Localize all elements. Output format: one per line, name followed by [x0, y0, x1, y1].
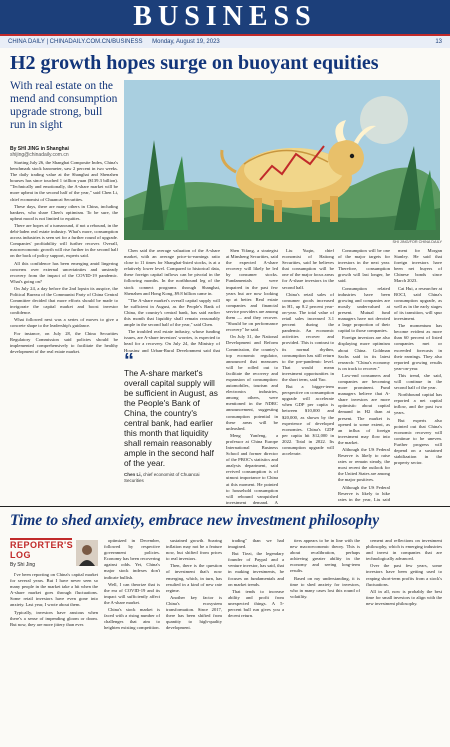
paragraph: Typically, investors have anxious when there's a sense of impending gloom or doom. But now, they are more jittery than ever. [10, 609, 98, 627]
pull-quote [124, 350, 220, 484]
quote-mark-icon: “ [124, 350, 134, 372]
edition-label: CHINA DAILY | CHINADAILY.COM.CN/BUSINESS [8, 39, 143, 45]
paragraph: Northbound capital has reported a net capital inflow, and the past two years. [394, 392, 442, 416]
second-column-6 [366, 538, 442, 742]
paragraph: Then, there is the question of investment that's now emerging, which, in turn, has resulted in a kind of new rate regime. [166, 563, 222, 593]
attribution-name: Chen Li, [124, 472, 142, 477]
paragraph: What followed next was a series of moves to give a concrete shape to the leadership's guidance. [10, 317, 118, 329]
paragraph: Another key factor is China's ecosystem transformation. Since 2017, there has been shifted from quantity to high-quality development. [166, 594, 222, 631]
paragraph: Chen said the average valuation of the A-share market, with an average price-to-earnings ratio close to 11 times for Shanghai-listed stocks, is at a relatively lower level. Compared to historical data, these foreign capital inflows can be pivotal in the following months. In the northbound leg of the stock connect programs through Shanghai, Shenzhen and Hong Kong, $9.8 billion came in. [124, 248, 220, 296]
paragraph: But a bigger-term perspective on consumption upgrade will accelerate when GDP per capita is between $10,000 and $20,000, as shown by the experience of developed economies. China's GDP per capita hit $12,000 in 2022. Total in 2022. Its consumption upgrade will accelerate. [282, 384, 334, 457]
paragraph: Although the US Federal Reserve is likely to hike rates in the year, Liu said [338, 484, 390, 502]
lead-illustration [124, 80, 440, 240]
paragraph: Cai Hui, a researcher at BOCI, said China's consumption upgrade, as well as in the early stages of its transition, will spur investment. [394, 285, 442, 322]
paragraph: China's retail sales of consumer goods increased in H1, up 8.2 percent year-on-year. The total value of retail sales increased 3.1 percent during the pandemic. An economic activities recover and provided. This is contrast to its normal rhythm, consumption has still return to the pre-pandemic level. That would mean investment opportunities in the short term, said Yao. [282, 291, 334, 382]
second-column-1 [10, 572, 98, 742]
bull-illustration [124, 80, 440, 240]
page-number: 13 [435, 39, 442, 45]
lead-column-5 [338, 248, 390, 504]
lead-deck: With real estate on the mend and consumption upgrade strong, bull run in sight [10, 80, 118, 131]
byline-name: By SHI JING in Shanghai [10, 146, 69, 152]
paragraph: Based on my understanding, it is time to shed anxiety for investors, who in many cases lost this round of volatility. [290, 575, 360, 599]
author-portrait-icon [76, 540, 98, 566]
dateline [0, 36, 450, 48]
lead-column-6 [394, 248, 442, 504]
paragraph: Liu Yuqin, chief economist of Haitong Securities, said he believes that consumption will be one of the major focus areas for A-share investors in the second half. [282, 248, 334, 290]
lead-column-3 [226, 248, 278, 504]
paragraph: Well, I can theorize that is the era of COVID-19 and its impact will sufficiently affect the A-share market. [104, 581, 160, 605]
paragraph: All this confidence has been emerging amid lingering concerns over external uncertainties and unsteady recovery from the impact of the COVID-19 pandemic. What's going on? [10, 260, 118, 284]
paragraph: All in all, now is probably the best time for small investors to align with the new investment philosophy. [366, 588, 442, 606]
secondary-headline: Time to shed anxiety, embrace new investment philosophy [10, 512, 380, 529]
paragraph: China's stock market is faced with a rising number of challenges that aim to heighten existing competition. [104, 607, 160, 631]
lead-column-1 [10, 160, 118, 504]
section-divider [0, 506, 450, 507]
pull-quote-attribution [124, 472, 220, 484]
paragraph: On July 31, the National Development and Reform Commission, the country's top economic regulator, announced that measures will be rolled out to facilitate the recovery and expansion of consumption: automobiles, tourism and electronics industries, among others, were mentioned in the NDRC announcement, suggesting consumption potential in these areas will be unleashed. [226, 334, 278, 431]
second-column-2 [104, 538, 160, 742]
paragraph: tiers appears to be in line with the new macroeconomic theory. This is about recalibration, perhaps achieving greater ability in the economy and seeing long-term results. [290, 538, 360, 574]
paragraph: There are hopes of a turnaround, if not a rebound, in the debt-laden real estate industry. What's more, consumption across industries is seen set for a further round of upgrade. Companies' profitability will further recover. Overall, macroeconomic growth will rise further in the second half on the back of policy support, experts said. [10, 222, 118, 259]
lead-byline [10, 146, 118, 158]
paragraph: Shen Yifang, a strategist at Minsheng Securities, said the expected A-share recovery will likely be led by consumer stocks. Fundamentals were impaired in the past few years but are now looking up at better. Real estate companies and financial service providers are among them — and they recover. "Should be on performance recovery" he said. [226, 248, 278, 333]
paragraph: Starting July 26, the Shanghai Composite Index, China's benchmark stock barometer, saw 2 percent in two weeks. The daily trading value at the Shanghai and Shenzhen bourses has since touched 1 trillion yuan ($139.3 billion). "Technically and emotionally, the A-share market will be more upbeat in the second half of the year," said Chen Li, chief economist of Chuancai Securities. [10, 160, 118, 202]
paragraph: Low-end consumers and companies are becoming more prominent. Fund managers believe that A-share investors are more optimistic about capital demand in H2 than at present. The market is opened to some extent, as an influx of foreign investment may flow into the market. [338, 372, 390, 445]
paragraph: Over the past few years, some investors have been getting used to reaping short-term profits from a stock's fluctuations. [366, 563, 442, 587]
paragraph: trading" than we had imagined. [228, 538, 284, 550]
attribution-role: chief economist of Chuancai Securities [124, 472, 200, 483]
paragraph: "The A-share market's overall capital supply will be sufficient in August, as the People's Bank of China, the country's central bank, has said earlier this month that liquidity shall remain reasonably ample in the second half of the year," said Chen. [124, 297, 220, 328]
paragraph: These days, there are many others in China, including bankers, who share Chen's optimism. To be sure, the upbeat mood is not limited to equities. [10, 203, 118, 221]
paragraph: The momentum has become evident as more than 60 percent of listed companies met or exceeded forecasts in their earnings. They also reported growing results year-on-year. [394, 323, 442, 371]
paragraph: optimized in December, followed by respective government policies. Economy has been recovering against odds. Yet, China's major stock indexes don't indicate bullish. [104, 538, 160, 580]
paragraph: The troubled real estate industry, whose funding issues, are A-share investors' worries, is expected to head for a recovery. On July 24, the Ministry of Housing and Urban-Rural Development said that [124, 329, 220, 352]
paragraph: This trend, she said, will continue in the second half of the year. [394, 372, 442, 391]
reporters-log-box [10, 538, 72, 566]
paragraph: sustained growth. Soaring inflation may not be a feature now, but shifted from prices to real investors. [166, 538, 222, 562]
image-caption: SHI JING/FOR CHINA DAILY [392, 240, 442, 244]
second-column-4 [228, 538, 284, 742]
lead-headline: H2 growth hopes surge on buoyant equities [10, 52, 379, 74]
paragraph: ment for Morgan Stanley. He said that foreign investors have been net buyers of Chinese bonds since March 2023. [394, 248, 442, 284]
reporters-log-rubric: REPORTER'S LOG [10, 540, 74, 560]
issue-date: Monday, August 19, 2023 [152, 39, 220, 45]
paragraph: Consumption related industries have been growing and companies are mostly undervalued at present. Mutual fund managers have not devoted a large proportion of their capital to those companies. [338, 285, 390, 334]
lead-column-4 [282, 248, 334, 504]
section-title: BUSINESS [133, 1, 317, 32]
author-avatar [76, 540, 98, 566]
reporters-log-byline: By Shi Jing [10, 562, 36, 568]
paragraph: On July 24, a day before the 2nd lopsin its auspice, the Political Bureau of the Communist Party of China Central Committee decided that more efforts should be made to invigorate the capital market and boost investor confidence. [10, 285, 118, 316]
paragraph: But Tiezi, the legendary founder of Paypal and a venture investor, has said, that in making investments, he focuses on fundamentals and on market trends. [228, 551, 284, 587]
paragraph: That tends to increase ability and profit from unexpected things. A 5-percent bull run gives you a decent return. [228, 588, 284, 619]
masthead [0, 0, 450, 34]
paragraph: But experts also pointed out that China's economic recovery will continue to be uneven. Further progress will depend on a sustained stabilization in the property sector. [394, 417, 442, 466]
paragraph: cement and reflections on investment philosophy, which is emerging industries and invest in companies that are technologically advanced. [366, 538, 442, 562]
lead-column-2 [124, 248, 220, 352]
second-column-5 [290, 538, 360, 742]
paragraph: Meng Yanfeng, a professor at China Europe International Business School and former director of the PBOC's statistics and analysis department, said revived consumption is of utmost importance to China at this moment. He pointed to household consumption will rebound vanquished investment demand. A [226, 432, 278, 504]
paragraph: Foreign investors are also displaying more optimism about China. Goldman Sachs said in its latest research: "China's economy is on track to recover." [338, 335, 390, 371]
pull-quote-text: The A-share market's overall capital supply will be sufficient in August, as the People's Bank of China, the country's central bank, had earlier this month that liquidity shall remain reasonably ample in the second half of the year. [124, 368, 218, 468]
byline-email: shijing@chinadaily.com.cn [10, 152, 69, 158]
second-column-3 [166, 538, 222, 742]
paragraph: For instance, on July 28, the China Securities Regulatory Commission said policies should be implemented comprehensively to facilitate the healthy development of the real estate market. [10, 330, 118, 354]
paragraph: I've been reporting on China's capital market for several years. But I have never seen so many people in the market take a hit when the A-share market goes through fluctuations. Some retail investors have even gone into anxiety. Last year, I wrote about them. [10, 572, 98, 608]
paragraph: Although the US Federal Reserve is likely to raise rates or remain steady, the most recent the outlook for the United States are among the major positives. [338, 447, 390, 483]
paragraph: Consumption will be one of the major targets for investors in the next year. Therefore, consumption growth will last longer, he said. [338, 248, 390, 284]
